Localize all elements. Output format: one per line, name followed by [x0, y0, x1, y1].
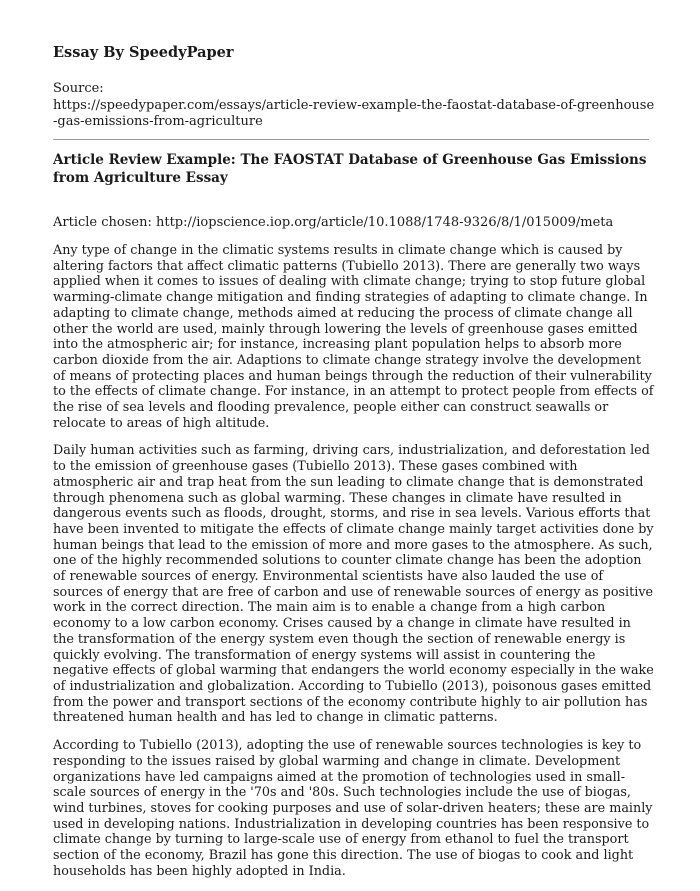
- body-paragraph: Daily human activities such as farming, driving cars, industrialization, and deforestation led to the emission of greenhouse gases (Tubiello 2013). These gases combined with atmospheric air and trap heat from the sun leading to climate change that is demonstrated through phenomena such as global warming. These changes in climate have resulted in dangerous events such as floods, drought, storms, and rise in sea levels. Various efforts that have been invented to mitigate the effects of climate change mainly target activities done by human beings that lead to the emission of more and more gases to the atmosphere. As such, one of the highly recommended solutions to counter climate change has been the adoption of renewable sources of energy. Environmental scientists have also lauded the use of sources of energy that are free of carbon and use of renewable sources of energy as positive work in the correct direction. The main aim is to enable a change from a high carbon economy to a low carbon economy. Crises caused by a change in climate have resulted in the transformation of the energy system even though the section of renewable energy is quickly evolving. The transformation of energy systems will assist in countering the negative effects of global warming that endangers the world economy especially in the wake of industrialization and globalization. According to Tubiello (2013), poisonous gases emitted from the power and transport sections of the economy contribute highly to air pollution has threatened human health and has led to change in climatic patterns.: [53, 443, 654, 726]
- essay-author-heading: Essay By SpeedyPaper: [53, 44, 234, 61]
- essay-title: Article Review Example: The FAOSTAT Database of Greenhouse Gas Emissions from Agriculture Essay: [53, 152, 647, 186]
- source-label: Source:: [53, 81, 104, 97]
- essay-document: [53, 44, 658, 879]
- essay-body: [53, 243, 654, 891]
- body-paragraph: According to Tubiello (2013), adopting the use of renewable sources technologies is key to responding to the issues raised by global warming and change in climate. Development organizations have led campaigns aimed at the promotion of technologies used in small-scale sources of energy in the '70s and '80s. Such technologies include the use of biogas, wind turbines, stoves for cooking purposes and use of solar-driven heaters; these are mainly used in developing nations. Industrialization in developing countries has been responsive to climate change by turning to large-scale use of energy from ethanol to fuel the transport section of the economy, Brazil has gone this direction. The use of biogas to cook and light households has been highly adopted in India.: [53, 738, 653, 879]
- article-chosen-line: Article chosen: http://iopscience.iop.org/article/10.1088/1748-9326/8/1/015009/meta: [53, 215, 614, 230]
- body-paragraph: Any type of change in the climatic systems results in climate change which is caused by altering factors that affect climatic patterns (Tubiello 2013). There are generally two ways applied when it comes to issues of dealing with climate change; trying to stop future global warming-climate change mitigation and finding strategies of adapting to climate change. In adapting to climate change, methods aimed at reducing the process of climate change all other the world are used, mainly through lowering the levels of greenhouse gases emitted into the atmospheric air; for instance, increasing plant population helps to absorb more carbon dioxide from the air. Adaptions to climate change strategy involve the development of means of protecting places and human beings through the reduction of their vulnerability to the effects of climate change. For instance, in an attempt to protect people from effects of the rise of sea levels and flooding prevalence, people either can construct seawalls or relocate to areas of high altitude.: [53, 243, 654, 431]
- source-url: https://speedypaper.com/essays/article-review-example-the-faostat-database-of-greenhouse-gas-emissions-from-agriculture: [53, 97, 655, 129]
- section-divider: [53, 139, 649, 140]
